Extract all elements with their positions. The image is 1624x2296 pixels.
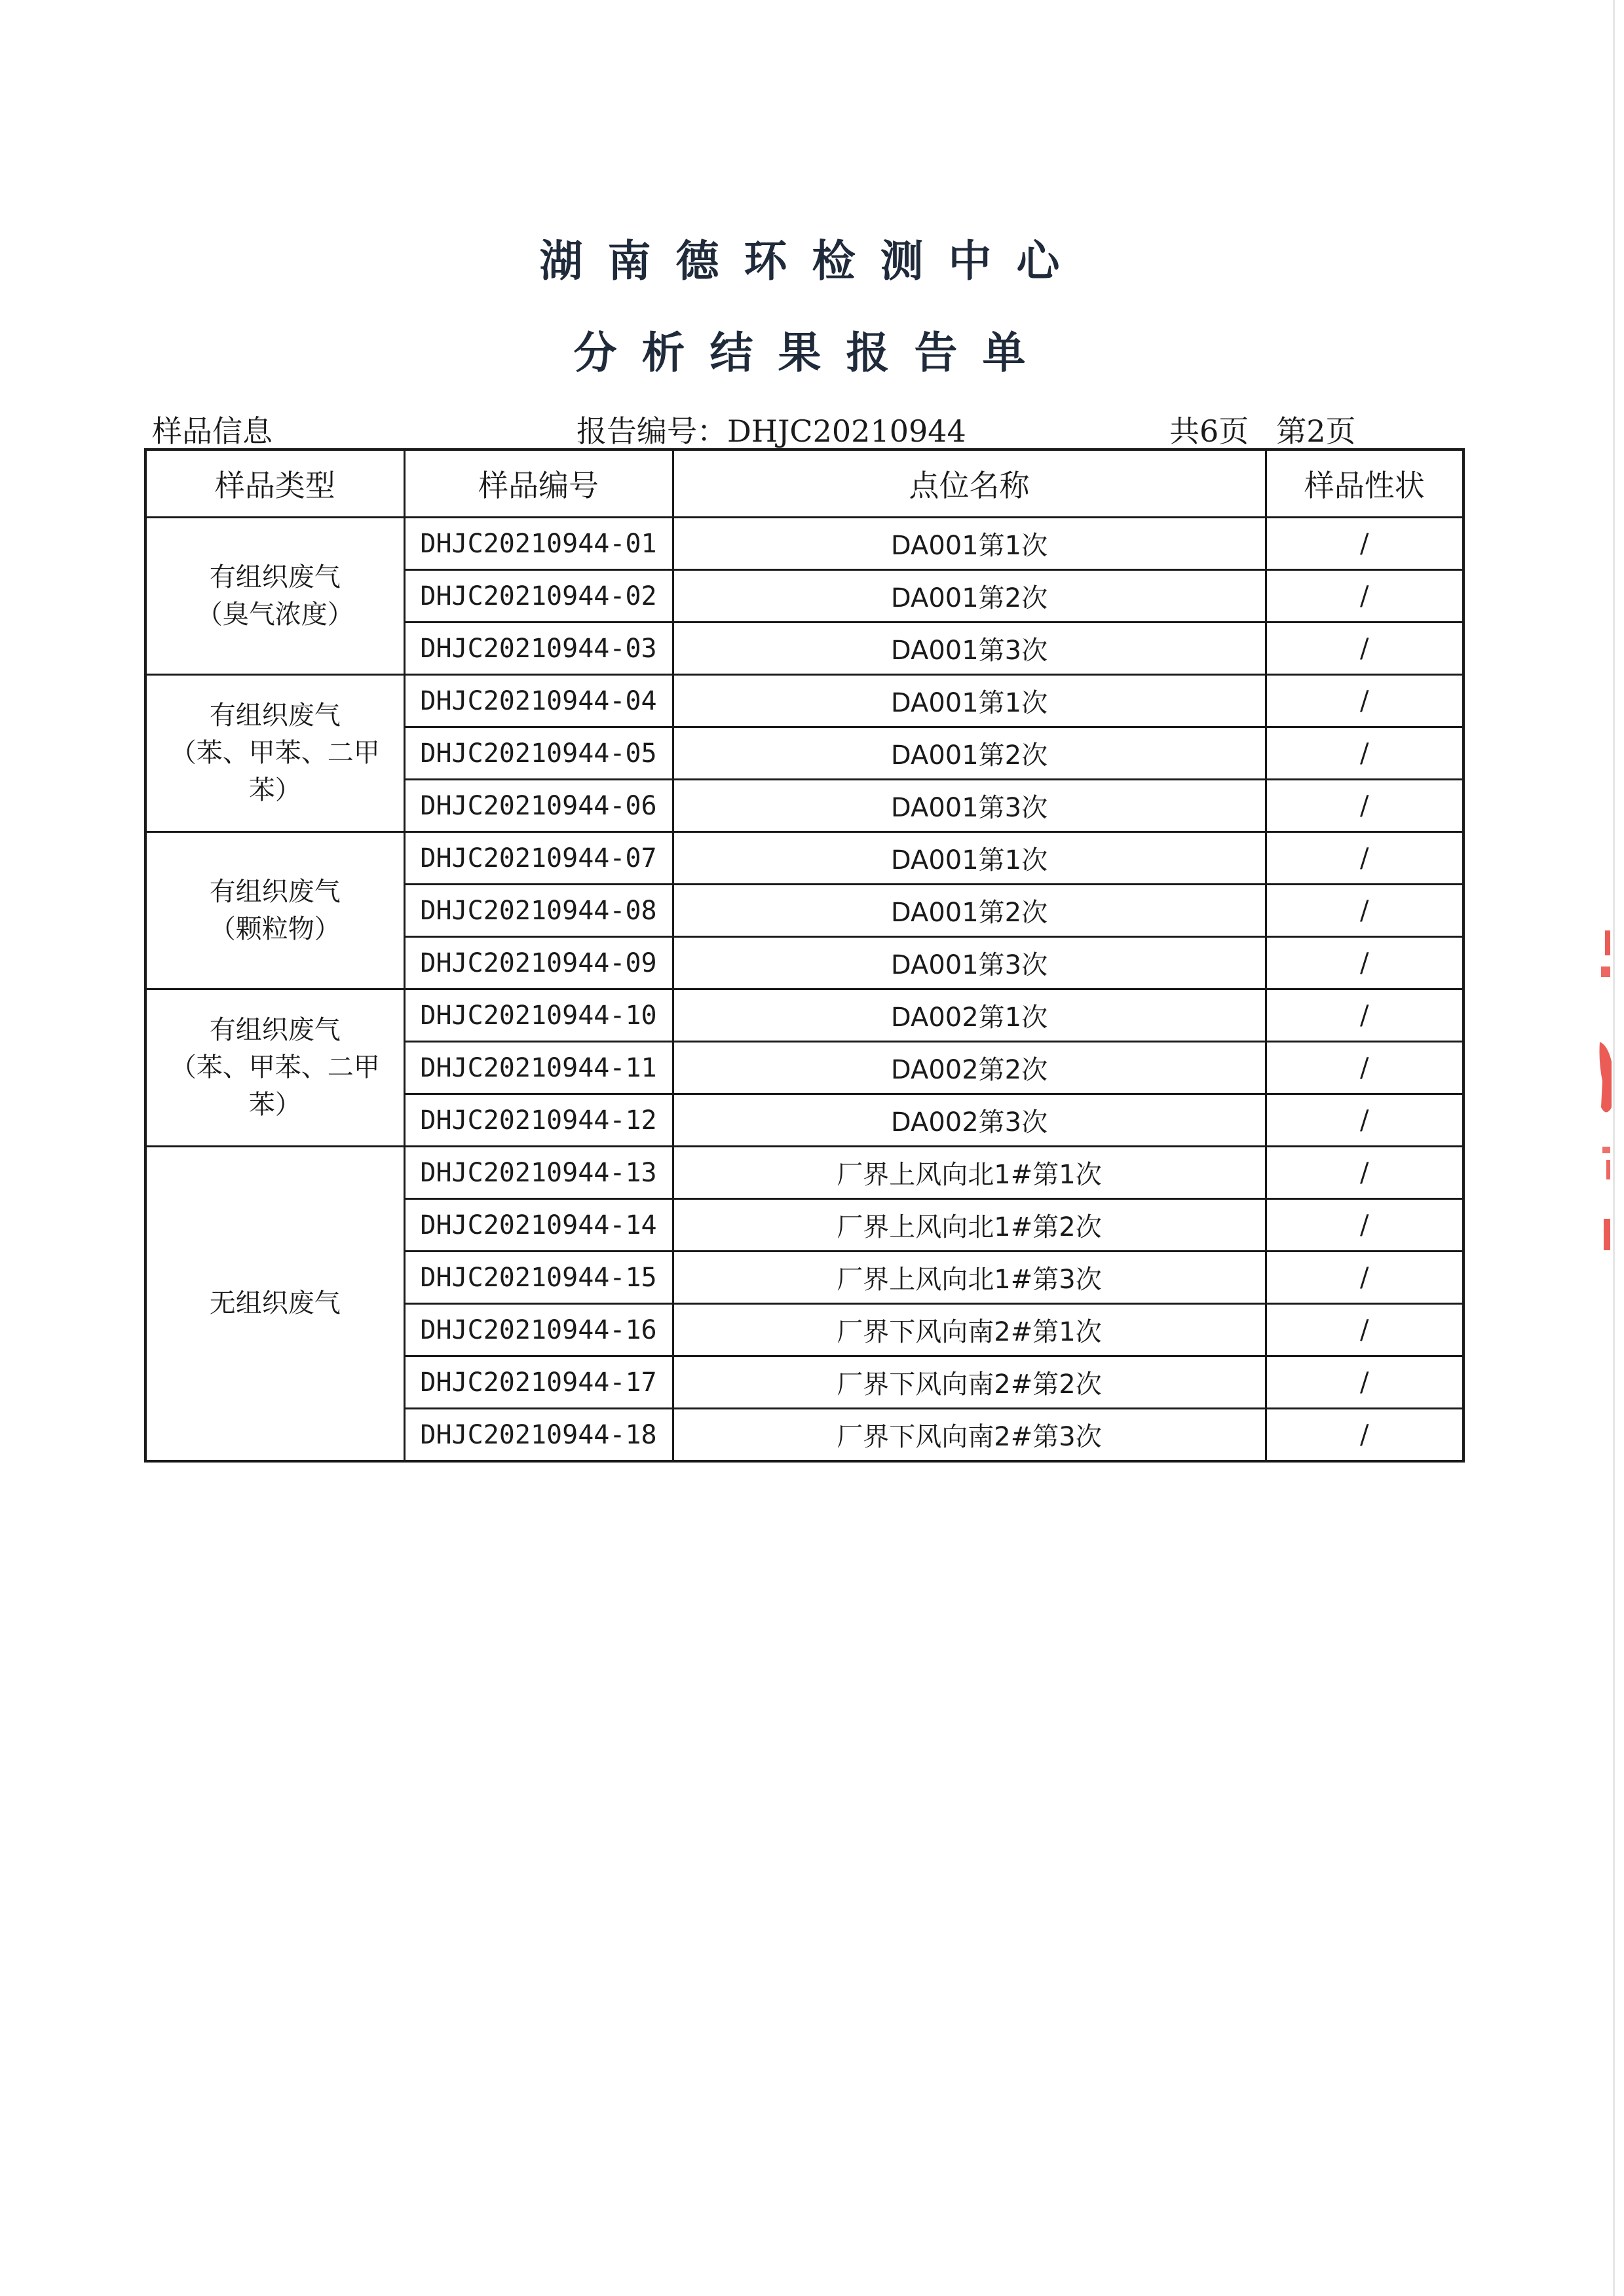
header-sample-id: 样品编号 <box>404 450 673 518</box>
seal-stroke <box>1604 1219 1610 1250</box>
sample-state: / <box>1266 885 1463 937</box>
point-name: DA001第1次 <box>673 675 1266 727</box>
sample-type-line: （臭气浓度） <box>196 599 354 630</box>
sample-type-line: （苯、甲苯、二甲 <box>170 1052 380 1082</box>
seal-stroke <box>1600 1042 1612 1113</box>
sample-id: DHJC20210944-06 <box>404 780 673 832</box>
sample-id: DHJC20210944-02 <box>404 570 673 622</box>
sample-state: / <box>1266 989 1463 1042</box>
sample-id: DHJC20210944-05 <box>404 727 673 780</box>
point-name: 厂界下风向南2#第1次 <box>673 1304 1266 1356</box>
sample-type-line: 苯） <box>248 1090 301 1120</box>
sample-type-cell <box>145 832 404 989</box>
point-name: DA001第2次 <box>673 885 1266 937</box>
sample-type-line: 有组织废气 <box>209 876 341 907</box>
point-name: DA001第3次 <box>673 937 1266 989</box>
table-row <box>145 832 1463 885</box>
sample-id: DHJC20210944-15 <box>404 1252 673 1304</box>
sample-table <box>144 448 1465 1463</box>
point-name: DA001第1次 <box>673 518 1266 570</box>
sample-id: DHJC20210944-11 <box>404 1042 673 1094</box>
point-name: 厂界上风向北1#第3次 <box>673 1252 1266 1304</box>
point-name: DA001第2次 <box>673 727 1266 780</box>
sample-state: / <box>1266 1304 1463 1356</box>
sample-type-line: 苯） <box>248 775 301 805</box>
sample-id: DHJC20210944-01 <box>404 518 673 570</box>
sample-id: DHJC20210944-16 <box>404 1304 673 1356</box>
point-name: DA001第2次 <box>673 570 1266 622</box>
header-sample-type: 样品类型 <box>145 450 404 518</box>
sample-type-line: （苯、甲苯、二甲 <box>170 738 380 768</box>
sample-id: DHJC20210944-17 <box>404 1356 673 1409</box>
table-row <box>145 675 1463 727</box>
point-name: DA001第1次 <box>673 832 1266 885</box>
sample-state: / <box>1266 622 1463 675</box>
table-row <box>145 1147 1463 1199</box>
red-seal-fragment-icon <box>1598 930 1613 1252</box>
report-title: 分析结果报告单 <box>573 328 1051 378</box>
sample-id: DHJC20210944-12 <box>404 1094 673 1147</box>
header-sample-state: 样品性状 <box>1266 450 1463 518</box>
sample-state: / <box>1266 832 1463 885</box>
point-name: DA001第3次 <box>673 780 1266 832</box>
sample-state: / <box>1266 1356 1463 1409</box>
sample-type-cell <box>145 1147 404 1462</box>
point-name: DA002第2次 <box>673 1042 1266 1094</box>
seal-stroke <box>1602 1147 1610 1153</box>
sample-id: DHJC20210944-18 <box>404 1409 673 1462</box>
sample-state: / <box>1266 570 1463 622</box>
sample-id: DHJC20210944-08 <box>404 885 673 937</box>
sample-id: DHJC20210944-13 <box>404 1147 673 1199</box>
seal-stroke <box>1606 1160 1610 1179</box>
sample-state: / <box>1266 1042 1463 1094</box>
report-number: 报告编号：DHJC20210944 <box>576 413 966 449</box>
sample-id: DHJC20210944-03 <box>404 622 673 675</box>
point-name: 厂界下风向南2#第3次 <box>673 1409 1266 1462</box>
sample-id: DHJC20210944-09 <box>404 937 673 989</box>
sample-state: / <box>1266 1252 1463 1304</box>
sample-type-cell <box>145 989 404 1147</box>
sample-id: DHJC20210944-04 <box>404 675 673 727</box>
sample-type-line: 有组织废气 <box>209 1015 341 1045</box>
sample-type-line: 无组织废气 <box>209 1288 341 1318</box>
sample-type-cell <box>145 518 404 675</box>
sample-state: / <box>1266 1147 1463 1199</box>
table-header-row <box>145 450 1463 518</box>
sample-id: DHJC20210944-07 <box>404 832 673 885</box>
point-name: DA002第3次 <box>673 1094 1266 1147</box>
sample-state: / <box>1266 937 1463 989</box>
sample-type-cell <box>145 675 404 832</box>
sample-state: / <box>1266 675 1463 727</box>
sample-state: / <box>1266 727 1463 780</box>
sample-type-line: （颗粒物） <box>209 913 341 944</box>
sample-type-line: 有组织废气 <box>209 562 341 592</box>
point-name: 厂界上风向北1#第2次 <box>673 1199 1266 1252</box>
point-name: 厂界下风向南2#第2次 <box>673 1356 1266 1409</box>
sample-state: / <box>1266 780 1463 832</box>
sample-state: / <box>1266 1094 1463 1147</box>
sample-state: / <box>1266 1199 1463 1252</box>
table-row <box>145 518 1463 570</box>
header-point-name: 点位名称 <box>673 450 1266 518</box>
organization-title: 湖南德环检测中心 <box>539 236 1085 286</box>
total-pages: 共6页 <box>1169 413 1249 449</box>
page-counter <box>1169 408 1356 451</box>
point-name: DA001第3次 <box>673 622 1266 675</box>
seal-stroke <box>1605 930 1610 955</box>
seal-stroke <box>1601 966 1610 977</box>
current-page: 第2页 <box>1276 413 1356 449</box>
sample-type-line: 有组织废气 <box>209 700 341 731</box>
sample-state: / <box>1266 518 1463 570</box>
sample-id: DHJC20210944-10 <box>404 989 673 1042</box>
point-name: DA002第1次 <box>673 989 1266 1042</box>
sample-info-label: 样品信息 <box>152 413 273 449</box>
sample-id: DHJC20210944-14 <box>404 1199 673 1252</box>
sample-state: / <box>1266 1409 1463 1462</box>
point-name: 厂界上风向北1#第1次 <box>673 1147 1266 1199</box>
table-row <box>145 989 1463 1042</box>
